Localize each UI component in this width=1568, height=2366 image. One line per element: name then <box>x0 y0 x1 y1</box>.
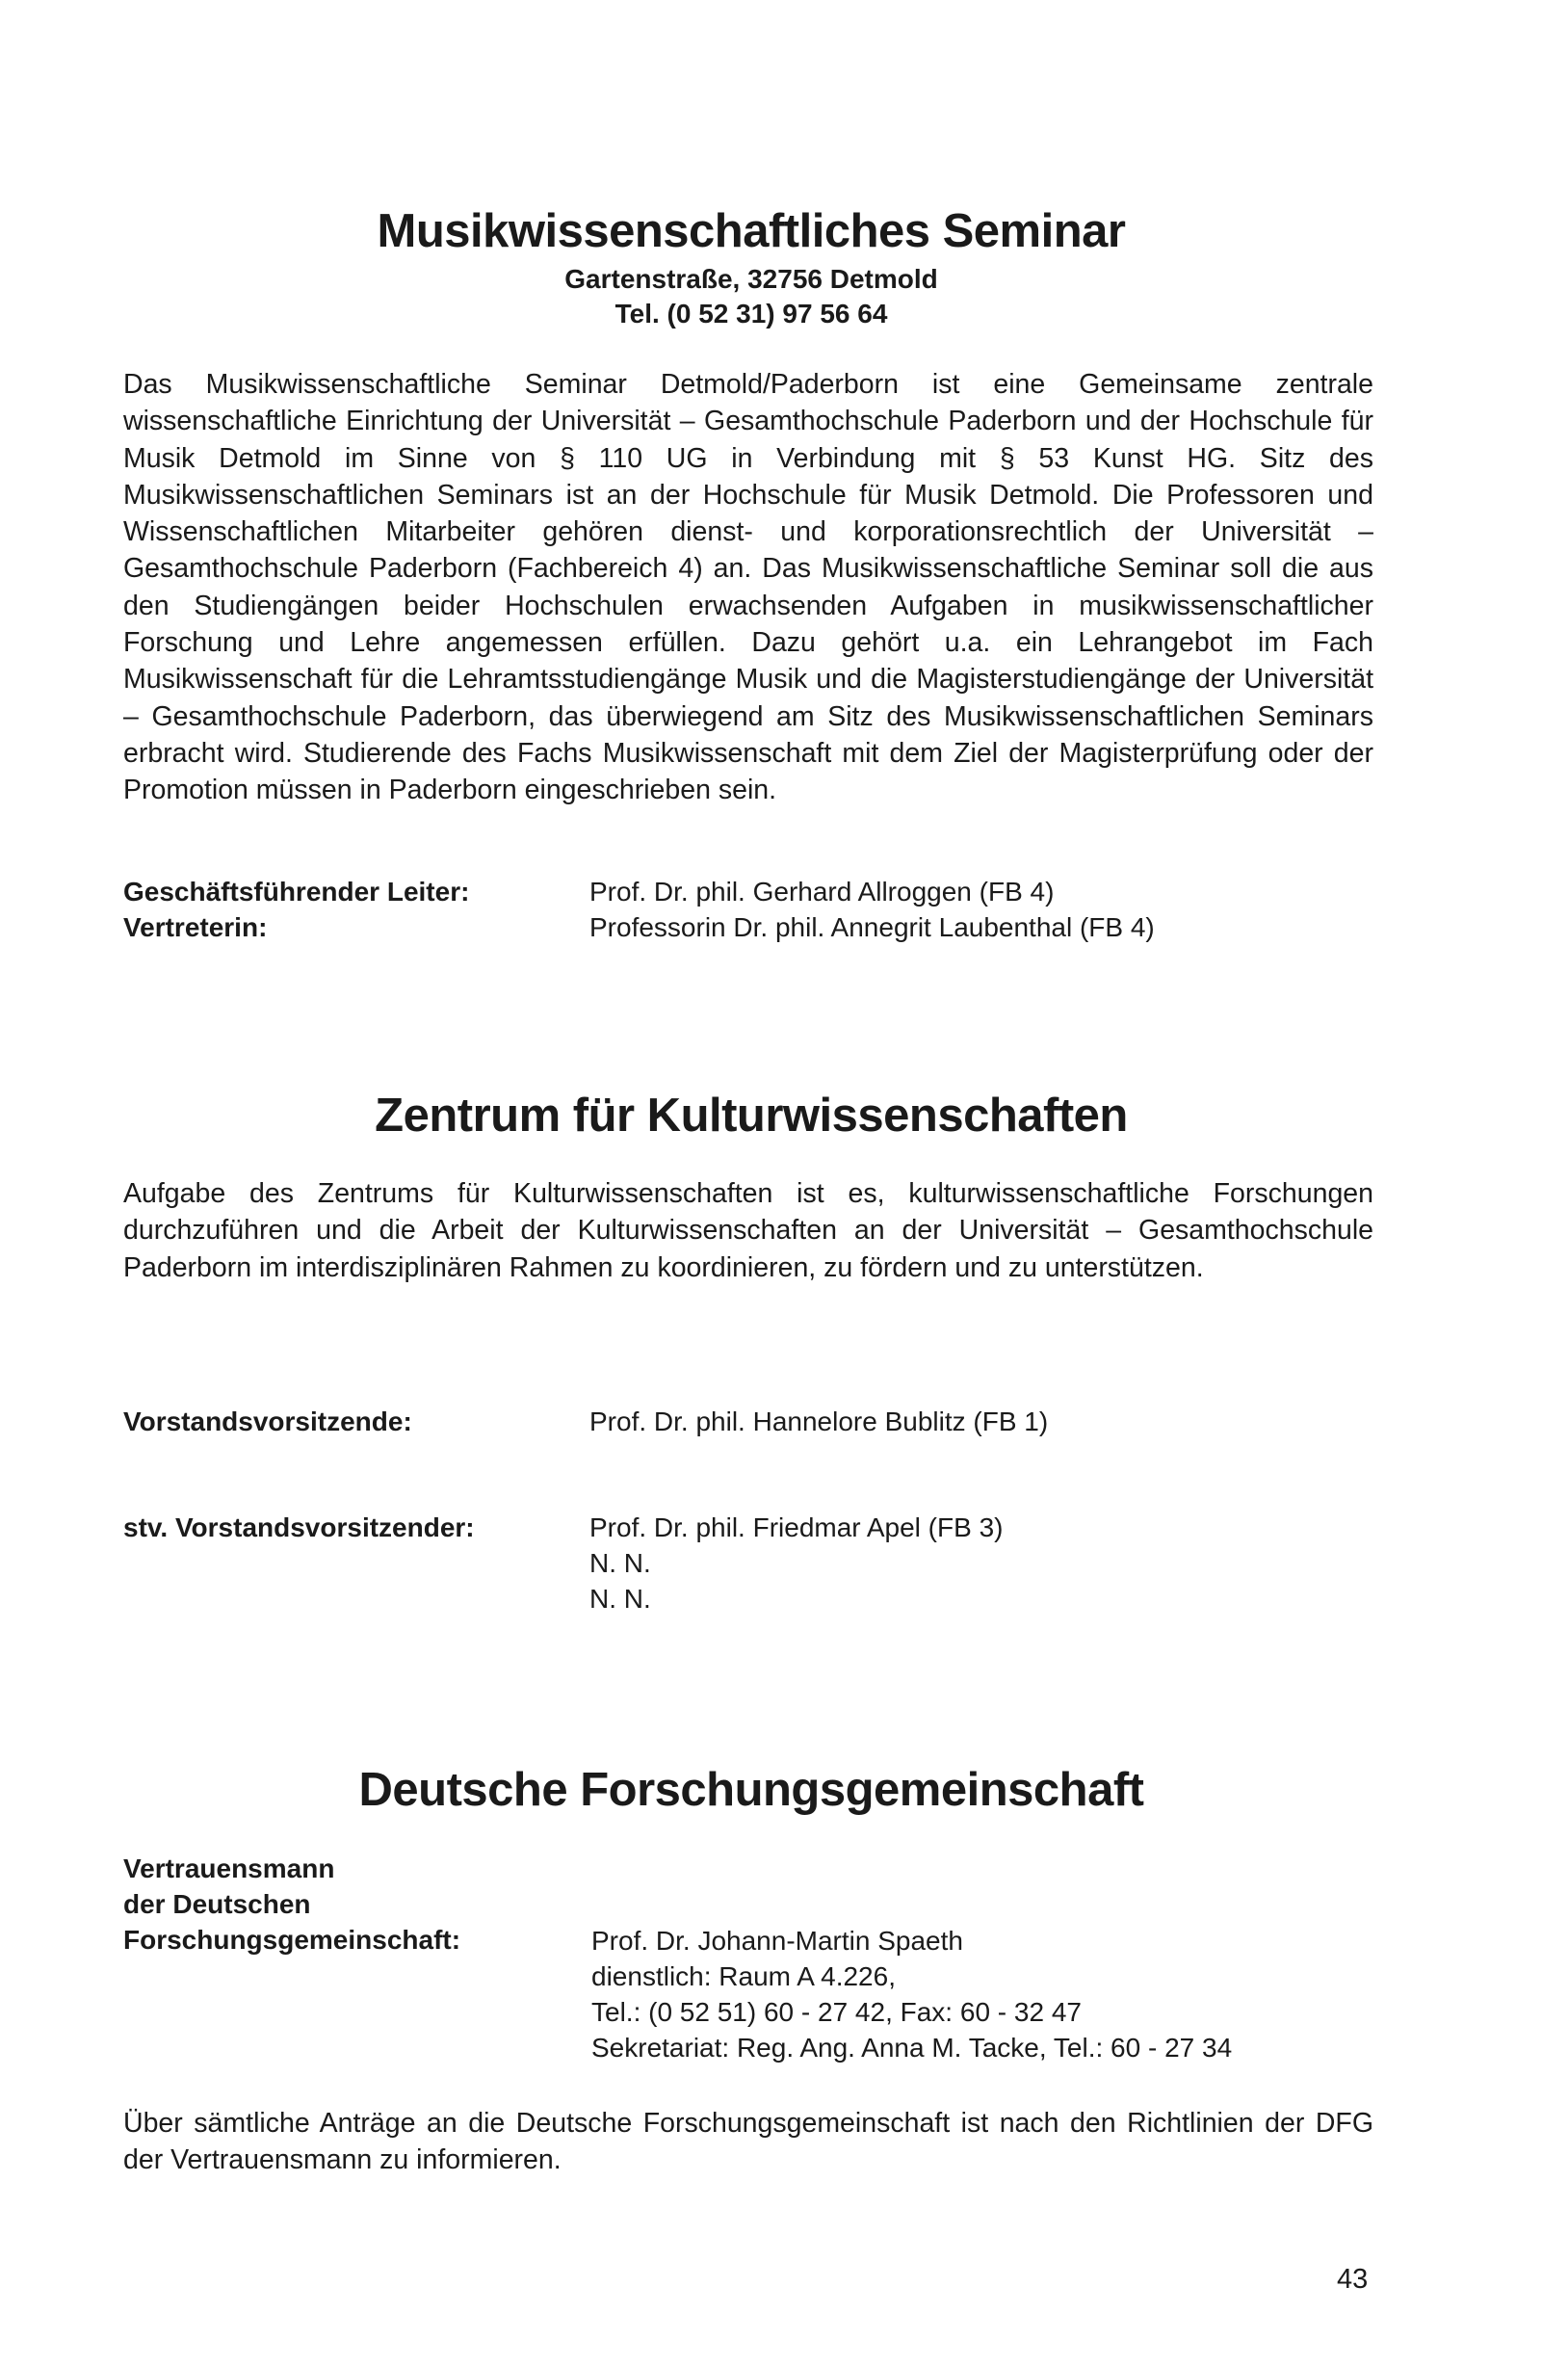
stv-value-line: N. N. <box>589 1548 651 1578</box>
vertreterin-value: Professorin Dr. phil. Annegrit Laubenthal (FB 4) <box>589 912 1155 942</box>
vertreterin-label: Vertreterin: <box>123 912 268 942</box>
dfg-contact-line: Prof. Dr. Johann-Martin Spaeth <box>591 1926 963 1956</box>
dfg-title: Deutsche Forschungsgemeinschaft <box>358 1764 1144 1816</box>
dfg-label-line: der Deutschen <box>123 1889 311 1919</box>
seminar-description: Das Musikwissenschaftliche Seminar Detmold/Paderborn ist eine Gemeinsame zentrale wissenschaftliche Einrichtung der Universität – Gesamthochschule Paderborn und der Hochschule für Musik Detmold im Sinne von § 110 UG in Verbindung mit § 53 Kunst HG. Sitz des Musikwissenschaftlichen Seminars ist an der Hochschule für Musik Detmold. Die Professoren und Wissenschaftlichen Mitarbeiter gehören dienst- und korporationsrechtlich der Universität – Gesamthochschule Paderborn (Fachbereich 4) an. Das Musikwissenschaftliche Seminar soll die aus den Studiengängen beider Hochschulen erwachsenden Aufgaben in musikwissenschaftlicher Forschung und Lehre angemessen erfüllen. Dazu gehört u.a. ein Lehrangebot im Fach Musikwissenschaft für die Lehramtsstudiengänge Musik und die Magisterstudiengänge der Universität – Gesamthochschule Paderborn, das überwiegend am Sitz des Musikwissenschaftlichen Seminars erbracht wird. Studierende des Fachs Musikwissenschaft mit dem Ziel der Magisterprüfung oder der Promotion müssen in Paderborn eingeschrieben sein. <box>123 369 1373 806</box>
stv-values <box>589 1510 1003 1617</box>
vorsitz-value: Prof. Dr. phil. Hannelore Bublitz (FB 1) <box>589 1406 1049 1436</box>
zentrum-description: Aufgabe des Zentrums für Kulturwissenschaften ist es, kulturwissenschaftliche Forschungen durchzuführen und die Arbeit der Kulturwissenschaften an der Universität – Gesamthochschule Paderborn im interdisziplinären Rahmen zu koordinieren, zu fördern und zu unterstützen. <box>123 1178 1373 1283</box>
dfg-contact-line: dienstlich: Raum A 4.226, <box>591 1961 896 1991</box>
stv-value-line: Prof. Dr. phil. Friedmar Apel (FB 3) <box>589 1512 1004 1542</box>
dfg-label <box>123 1851 460 1958</box>
seminar-title: Musikwissenschaftliches Seminar <box>377 205 1126 257</box>
leiter-label: Geschäftsführender Leiter: <box>123 877 470 907</box>
dfg-label-line: Forschungsgemeinschaft: <box>123 1925 461 1955</box>
dfg-contact-line: Sekretariat: Reg. Ang. Anna M. Tacke, Tel.: 60 - 27 34 <box>591 2033 1233 2063</box>
seminar-phone: Tel. (0 52 31) 97 56 64 <box>614 299 888 329</box>
stv-value-line: N. N. <box>589 1584 651 1614</box>
seminar-address: Gartenstraße, 32756 Detmold <box>564 264 938 294</box>
dfg-contact-line: Tel.: (0 52 51) 60 - 27 42, Fax: 60 - 32 47 <box>591 1997 1082 2027</box>
page-number: 43 <box>1337 2264 1369 2295</box>
dfg-contact <box>591 1923 1232 2065</box>
leiter-value: Prof. Dr. phil. Gerhard Allroggen (FB 4) <box>589 877 1055 907</box>
dfg-label-line: Vertrauensmann <box>123 1853 335 1883</box>
dfg-description: Über sämtliche Anträge an die Deutsche Forschungsgemeinschaft ist nach den Richtlinien der DFG der Vertrauensmann zu informieren. <box>123 2108 1373 2176</box>
zentrum-title: Zentrum für Kulturwissenschaften <box>375 1090 1128 1142</box>
stv-label: stv. Vorstandsvorsitzender: <box>123 1512 475 1542</box>
vorsitz-label: Vorstandsvorsitzende: <box>123 1406 412 1436</box>
